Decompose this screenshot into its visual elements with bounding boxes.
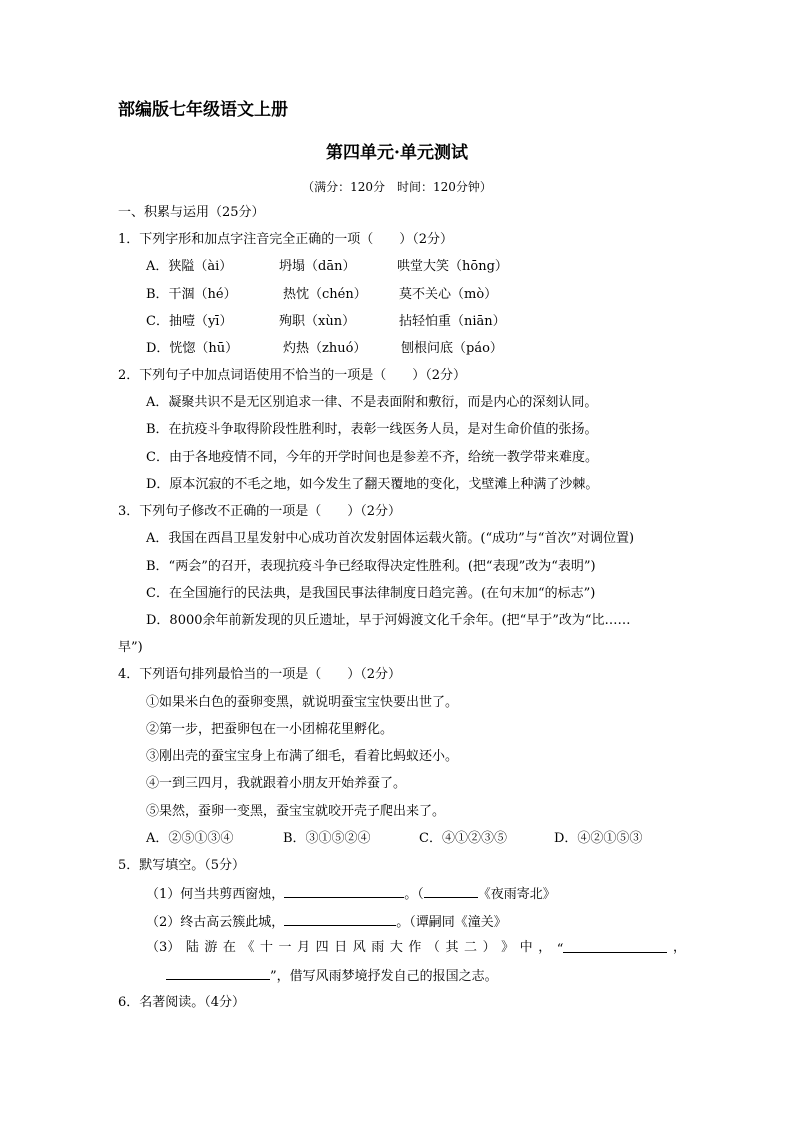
q4-sentence-5: ⑤果然，蚕卵一变黑，蚕宝宝就咬开壳子爬出来了。 — [146, 804, 446, 819]
q5-blank-2[interactable] — [424, 884, 478, 898]
q4-option-d: D．④②①⑤③ — [554, 831, 643, 846]
q3-option-d-continued: 早”) — [118, 640, 143, 655]
q1-option-d-1: D．恍惚（hū） — [146, 341, 239, 356]
q5-blank-4[interactable] — [563, 939, 667, 953]
q1-option-c-2: 殉职（xùn） — [279, 314, 356, 329]
q5-line-3-char: 二 — [464, 940, 478, 955]
q2-option-d: D．原本沉寂的不毛之地，如今发生了翻天覆地的变化，戈壁滩上种满了沙棘。 — [146, 477, 599, 492]
q5-line-3-char: 其 — [445, 940, 459, 955]
q5-line-3-char: 日 — [334, 940, 348, 955]
q5-line-1-text: （1）何当共剪西窗烛， — [146, 887, 285, 902]
q3-option-d: D．8000余年前新发现的贝丘遗址，早于河姆渡文化千余年。(把“早于”改为“比…… — [146, 613, 631, 628]
test-title: 第四单元·单元测试 — [326, 143, 468, 163]
question-1-stem: 1．下列字形和加点字注音完全正确的一项（ ）（2分） — [118, 232, 454, 247]
q2-option-a: A．凝聚共识不是无区别追求一律、不是表面附和敷衍，而是内心的深刻认同。 — [146, 395, 598, 410]
q5-blank-1[interactable] — [284, 884, 404, 898]
q5-blank-3[interactable] — [284, 912, 396, 926]
q5-line-3-char: 陆 — [185, 940, 199, 955]
q5-line-2-text: （2）终古高云簇此城， — [146, 915, 285, 930]
q5-line-3-char: 大 — [389, 940, 403, 955]
q5-line-3 — [146, 939, 686, 959]
test-info: （满分：120分 时间：120分钟） — [302, 180, 492, 194]
q5-line-1-source: 《夜雨寄北》 — [477, 887, 556, 902]
q5-line-2-source: 。（谭嗣同《潼关》 — [396, 915, 507, 930]
q2-option-b: B．在抗疫斗争取得阶段性胜利时，表彰一线医务人员，是对生命价值的张扬。 — [146, 422, 598, 437]
q4-sentence-3: ③刚出壳的蚕宝宝身上布满了细毛，看着比蚂蚁还小。 — [146, 749, 459, 764]
question-3-stem: 3．下列句子修改不正确的一项是（ ）（2分） — [118, 504, 402, 519]
section-heading: 一、积累与运用（25分） — [118, 205, 265, 220]
q3-option-a: A．我国在西昌卫星发射中心成功首次发射固体运载火箭。(“成功”与“首次”对调位置) — [146, 531, 635, 546]
q5-line-3-char: ， — [538, 940, 552, 955]
q1-option-a-3: 哄堂大笑（hōng） — [397, 259, 508, 274]
q1-option-a-2: 坍塌（dān） — [279, 259, 356, 274]
q4-sentence-1: ①如果米白色的蚕卵变黑，就说明蚕宝宝快要出世了。 — [146, 695, 459, 710]
q5-line-3-char: （ — [426, 940, 440, 955]
q5-blank-5[interactable] — [166, 966, 270, 980]
q5-line-1-paren: 。（ — [404, 887, 424, 902]
q1-option-b-3: 莫不关心（mò） — [399, 287, 498, 302]
q1-option-c-1: C．抽噎（yī） — [146, 314, 233, 329]
q5-line-3-char: 中 — [519, 940, 533, 955]
q5-line-4 — [166, 966, 498, 986]
q1-option-b-1: B．干涸（hé） — [146, 287, 237, 302]
q4-sentence-4: ④一到三四月，我就跟着小朋友开始养蚕了。 — [146, 776, 407, 791]
q5-line-3-char: ） — [482, 940, 496, 955]
q5-line-3-char: 月 — [297, 940, 311, 955]
q5-line-3-char: 雨 — [371, 940, 385, 955]
q5-line-3-char: 四 — [315, 940, 329, 955]
q4-option-b: B．③①⑤②④ — [283, 831, 371, 846]
q5-line-3-char: 十 — [260, 940, 274, 955]
q4-option-a: A．②⑤①③④ — [146, 831, 234, 846]
q5-line-3-char: 在 — [222, 940, 236, 955]
q5-line-3-char: 》 — [501, 940, 515, 955]
q1-option-b-2: 热忱（chén） — [283, 287, 367, 302]
q5-line-3-end: ， — [672, 940, 686, 955]
q4-sentence-2: ②第一步，把蚕卵包在一小团棉花里孵化。 — [146, 722, 394, 737]
question-2-stem: 2．下列句子中加点词语使用不恰当的一项是（ ）（2分） — [118, 368, 467, 383]
q3-option-b: B．“两会”的召开，表现抗疫斗争已经取得决定性胜利。(把“表现”改为“表明”) — [146, 559, 596, 574]
q2-option-c: C．由于各地疫情不同，今年的开学时间也是参差不齐，给统一教学带来难度。 — [146, 450, 598, 465]
q1-option-c-3: 拈轻怕重（niān） — [399, 314, 506, 329]
q5-line-3-char: 作 — [408, 940, 422, 955]
q5-line-1 — [146, 884, 556, 904]
q1-option-d-3: 刨根问底（páo） — [401, 341, 503, 356]
q1-option-a-1: A．狭隘（ài） — [146, 259, 233, 274]
question-5-stem: 5．默写填空。（5分） — [118, 858, 246, 873]
q5-line-4-text: ”，借写风雨梦境抒发自己的报国之志。 — [270, 969, 498, 984]
q5-line-3-char: （3） — [146, 940, 181, 955]
q3-option-c: C．在全国施行的民法典，是我国民事法律制度日趋完善。(在句末加“的标志”) — [146, 586, 596, 601]
q5-line-3-char: 风 — [352, 940, 366, 955]
q5-line-3-char: 游 — [204, 940, 218, 955]
q5-line-2 — [146, 912, 507, 932]
q5-line-3-char: 《 — [241, 940, 255, 955]
question-4-stem: 4．下列语句排列最恰当的一项是（ ）（2分） — [118, 667, 402, 682]
q5-line-3-char: 一 — [278, 940, 292, 955]
question-6-stem: 6．名著阅读。（4分） — [118, 995, 246, 1010]
q1-option-d-2: 灼热（zhuó） — [283, 341, 367, 356]
q4-option-c: C．④①②③⑤ — [419, 831, 507, 846]
q5-line-3-char: “ — [556, 942, 564, 957]
book-title: 部编版七年级语文上册 — [118, 100, 288, 120]
